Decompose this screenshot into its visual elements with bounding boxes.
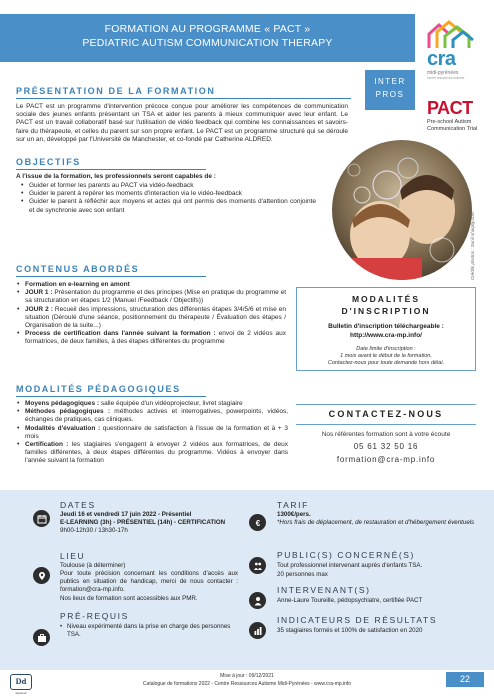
contenu-item <box>16 281 286 289</box>
inscription-title <box>297 293 475 317</box>
objectifs-title: OBJECTIFS <box>16 157 81 167</box>
inscription-deadline-line-2: 1 mois avant le début de la formation, <box>340 353 432 359</box>
presentation-divider <box>16 98 351 99</box>
prerequis-title: PRÉ-REQUIS <box>60 611 129 621</box>
contact-email[interactable]: formation@cra-mp.info <box>336 455 436 464</box>
people-icon <box>249 557 266 574</box>
modalite-item-bold: Certification : <box>25 441 69 449</box>
contenu-item <box>16 306 286 331</box>
inscription-deadline-line-1: Date limite d'inscription : <box>356 346 416 352</box>
children-bubbles-photo <box>332 140 472 280</box>
objectif-item: • Guider le parent à réfléchir aux moyens et actes qui ont permis des moments d'attention conjointe et de synchronie avec son enfant <box>20 198 316 214</box>
inscription-box <box>296 287 476 371</box>
contenu-item-text: Recueil des impressions, structuration des différentes étapes 3/4/5/6 et mise en situation (Déroulé d'une séance, positionnement du thérapeute / Évaluation des étapes / Organisation de la suite...) <box>25 305 286 330</box>
modalite-item <box>16 425 288 441</box>
pact-logo-line-1: Pre-school Autism <box>427 119 472 125</box>
tarif-note: *Hors frais de déplacement, de restauration et d'hébergement éventuels <box>277 519 475 526</box>
objectifs-list <box>20 182 316 215</box>
tarif-title: TARIF <box>277 500 309 510</box>
contact-title: CONTACTEZ-NOUS <box>328 409 444 419</box>
contact-phone[interactable]: 05 61 32 50 16 <box>353 442 419 451</box>
inscription-bulletin-link[interactable]: http://www.cra-mp.info/ <box>350 331 422 339</box>
inscription-deadline-line-3: Contactez-nous pour toute demande hors délai. <box>327 360 445 366</box>
cra-logo-tagline: centre ressources autisme <box>427 76 465 80</box>
person-icon <box>249 592 266 609</box>
datadock-logo-sub: datadock <box>15 691 27 695</box>
calendar-icon <box>33 510 50 527</box>
contact-bottom-divider <box>296 424 476 425</box>
dates-line-1: Jeudi 16 et vendredi 17 juin 2022 - Présentiel <box>60 511 192 518</box>
contenu-item <box>16 330 286 346</box>
tarif-price: 1300€/pers. <box>277 511 311 518</box>
photo-image <box>332 140 472 280</box>
modalite-item-bold: Méthodes pédagogiques : <box>25 408 111 416</box>
contenus-title: CONTENUS ABORDÉS <box>16 264 140 274</box>
location-pin-icon <box>33 567 50 584</box>
footer-catalog: Catalogue de formations 2022 - Centre Ressources Autisme Midi-Pyrénées - www.cra-mp.info <box>142 681 352 687</box>
contenu-item-text: envoi de 2 vidéos aux formatrices, de deux familles, à des étapes différentes du programme <box>25 330 286 346</box>
prerequis-item: • Niveau expérimenté dans la prise en charge des personnes TSA. <box>60 623 238 639</box>
inter-pros-badge <box>365 70 415 110</box>
chart-icon <box>249 622 266 639</box>
modalites-pedago-divider <box>16 396 206 397</box>
objectifs-intro: A l'issue de la formation, les professionnels seront capables de : <box>16 173 216 180</box>
page-number: 22 <box>446 672 484 687</box>
contact-text: Nos référentes formation sont à votre écoute <box>321 431 451 438</box>
contenu-item <box>16 289 286 305</box>
objectif-item: • Guider et former les parents au PACT via vidéo-feedback <box>20 182 316 190</box>
publics-line-2: 20 personnes max <box>277 571 328 578</box>
dates-title: DATES <box>60 500 96 510</box>
objectifs-divider <box>16 169 206 170</box>
publics-line-1: Tout professionnel intervenant auprès d'enfants TSA. <box>277 562 423 569</box>
page-title <box>0 22 415 50</box>
inscription-title-line-2: D'INSCRIPTION <box>341 306 431 316</box>
modalite-item-text: salle équipée d'un vidéoprojecteur, livret stagiaire <box>99 400 243 407</box>
modalite-item-text: les stagiaires s'engagent à envoyer 2 vidéos aux formatrices, de deux familles différentes, à deux étapes différentes du programme. Vidéos à envoyer dans l'année suivant la formation <box>25 441 288 465</box>
objectif-item: • Guider le parent à repérer les moments d'interaction via le vidéo-feedback <box>20 190 316 198</box>
modalite-item-bold: Modalités d'évaluation : <box>25 424 101 432</box>
lieu-paragraph: Pour toute précision concernant les conditions d'accès aux publics en situation de handicap, merci de nous contacter : formation@cra-mp.info. <box>60 570 238 594</box>
lieu-title: LIEU <box>60 551 86 561</box>
contenus-list <box>16 281 286 347</box>
pact-logo-word: PACT <box>427 98 473 118</box>
pact-logo <box>419 94 485 138</box>
modalites-pedago-title: MODALITÉS PÉDAGOGIQUES <box>16 384 181 394</box>
indicateurs-title: INDICATEURS DE RÉSULTATS <box>277 615 438 625</box>
euro-icon <box>249 514 266 531</box>
contact-top-divider <box>296 404 476 405</box>
contenu-item-bold: JOUR 1 : <box>25 289 53 297</box>
pact-logo-line-2: Communication Trial <box>427 126 478 132</box>
modalite-item-bold: Moyens pédagogiques : <box>25 400 100 407</box>
inscription-deadline <box>297 346 475 367</box>
modalite-item-text: méthodes actives et interrogatives, powerpoints, vidéos, échanges de pratiques, cas cliniques. <box>25 408 289 424</box>
modalite-item <box>16 400 288 408</box>
datadock-logo: Dd <box>10 674 32 690</box>
inscription-bulletin-label: Bulletin d'inscription téléchargeable : <box>328 323 444 330</box>
modalite-item-text: questionnaire de satisfaction à l'issue de la formation et à + 3 mois <box>25 424 288 440</box>
contenu-item-bold: JOUR 2 : <box>25 305 53 313</box>
badge-line-1: INTER <box>374 77 406 86</box>
inscription-title-line-1: MODALITÉS <box>351 294 421 304</box>
intervenants-title: INTERVENANT(S) <box>277 585 371 595</box>
presentation-title: PRÉSENTATION DE LA FORMATION <box>16 86 216 96</box>
prerequis-list <box>60 623 238 639</box>
contenus-divider <box>16 276 206 277</box>
modalite-item <box>16 408 288 424</box>
title-line-1: FORMATION AU PROGRAMME « PACT » <box>104 23 311 35</box>
title-line-2: PEDIATRIC AUTISM COMMUNICATION THERAPY <box>82 37 333 49</box>
photo-credit: Crédits photos : Sunil shaqilly.com <box>470 211 475 280</box>
intervenants-line-1: Anne-Laure Toureille, pédopsychiatre, certifiée PACT <box>277 597 423 604</box>
contenu-item-bold: Process de certification dans l'année suivant la formation : <box>25 330 216 338</box>
badge-line-2: PROS <box>375 90 405 99</box>
lieu-line-2: Nos lieux de formation sont accessibles aux PMR. <box>60 595 198 602</box>
indicateurs-line-1: 35 stagiaires formés et 100% de satisfaction en 2020 <box>277 627 423 634</box>
inscription-bulletin <box>297 323 475 340</box>
contenu-item-bold: Formation en e-learning en amont <box>25 281 130 288</box>
publics-title: PUBLIC(S) CONCERNÉ(S) <box>277 550 415 560</box>
dates-line-2: E-LEARNING (3h) - PRÉSENTIEL (14h) - CERTIFICATION <box>60 519 226 526</box>
dates-line-3: 9h00-12h30 / 13h30-17h <box>60 527 128 534</box>
svg-text:€: € <box>255 518 260 528</box>
cra-logo <box>423 20 483 80</box>
modalites-pedago-list <box>16 400 288 466</box>
cra-logo-name: cra <box>427 48 456 70</box>
briefcase-icon <box>33 629 50 646</box>
contenu-item-text: Présentation du programme et des principes (Mise en pratique du programme et sa structuration en étapes 1/2 (Manuel /Feedback / Objectifs)) <box>25 289 286 305</box>
presentation-paragraph: Le PACT est un programme d'intervention précoce conçue pour améliorer les compétences de communication sociale des jeunes enfants présentant un TSA et aider les parents à mieux communiquer avec leur enfant. Le PACT est un travail collaboratif basé sur l'utilisation de vidéo feedback qui combine les connaissances et savoirs-faire du thérapeute, et celles du parent sur son propre enfant. Le PACT est un programme structuré qui se déroule sur un an, développé par l'Université de Manchester, et co-fondé par Catherine ALDRED. <box>16 103 348 143</box>
footer-update-date: Mise à jour : 09/12/2021 <box>220 673 274 679</box>
cra-logo-sub: midi-pyrénées <box>427 70 459 76</box>
modalite-item <box>16 441 288 466</box>
lieu-line-1: Toulouse (à déterminer) <box>60 562 126 569</box>
